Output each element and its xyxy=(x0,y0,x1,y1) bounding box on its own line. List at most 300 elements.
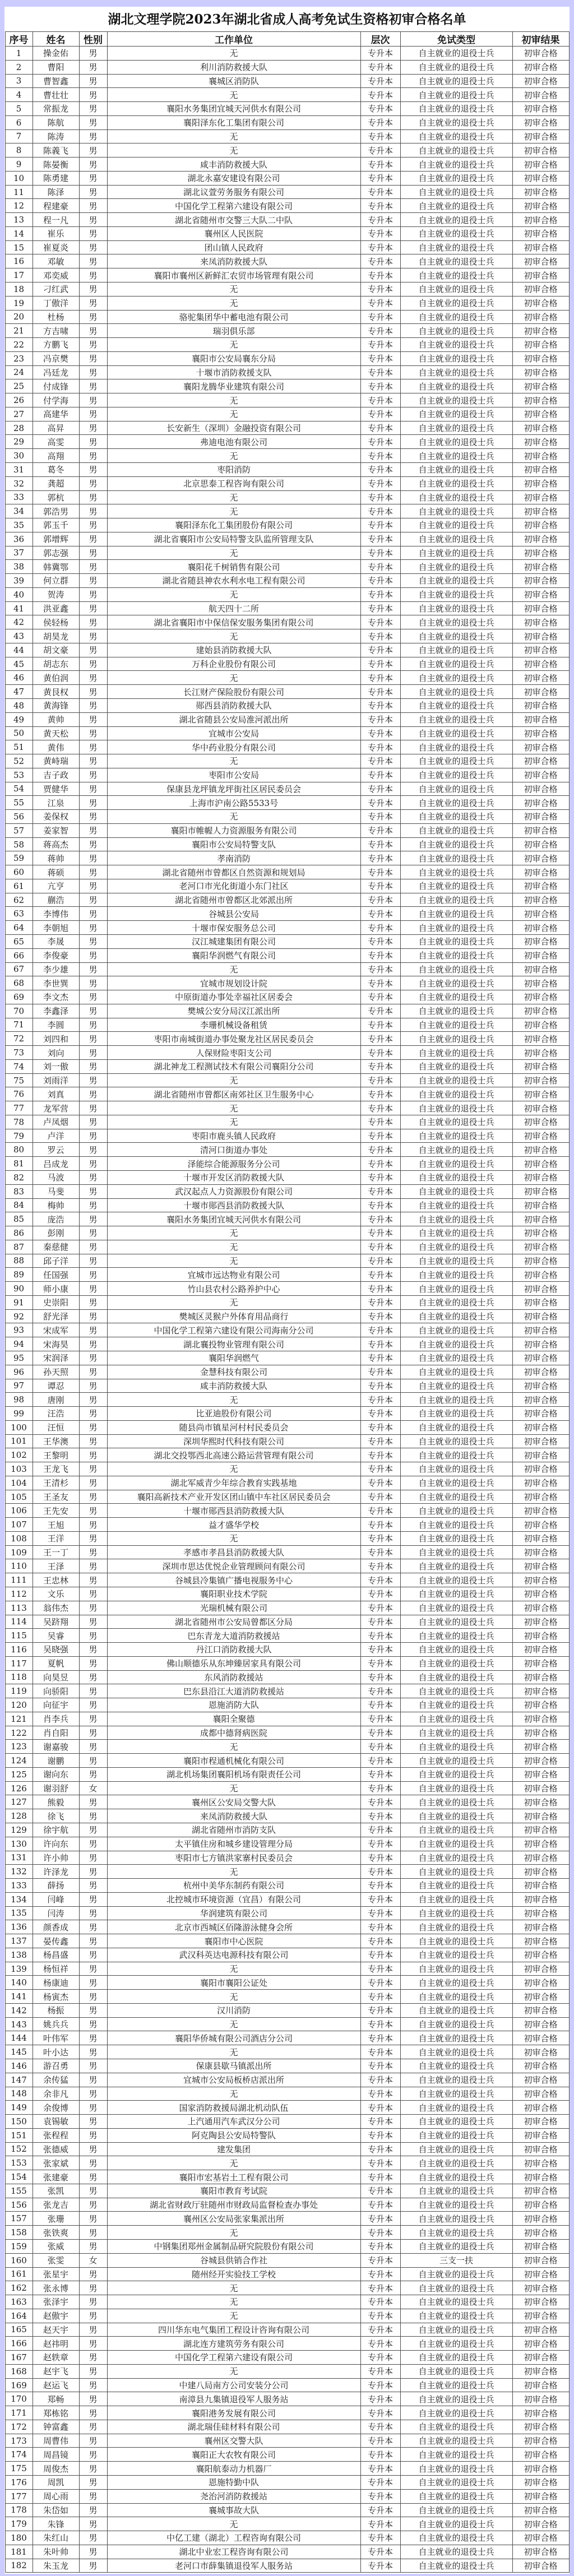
table-row xyxy=(5,1087,569,1101)
cell-name: 薛扬 xyxy=(33,1879,79,1893)
cell-unit: 中原街道办事处幸福社区居委会 xyxy=(107,990,360,1004)
cell-type: 自主就业的退役士兵 xyxy=(400,2364,512,2378)
table-row xyxy=(5,268,569,282)
cell-name: 史崇阳 xyxy=(33,1295,79,1309)
cell-name: 唐刚 xyxy=(33,1393,79,1407)
cell-no: 112 xyxy=(5,1587,33,1601)
cell-level: 专升本 xyxy=(360,726,400,740)
cell-no: 92 xyxy=(5,1309,33,1323)
cell-unit: 益才盛华学校 xyxy=(107,1518,360,1532)
cell-unit: 湖北省襄阳市公安局特警支队监所管理支队 xyxy=(107,532,360,546)
cell-unit: 咸丰消防救援大队 xyxy=(107,157,360,172)
cell-gender: 男 xyxy=(79,129,107,143)
cell-type: 自主就业的退役士兵 xyxy=(400,1629,512,1643)
cell-no: 41 xyxy=(5,601,33,615)
cell-gender: 男 xyxy=(79,421,107,435)
header-level: 层次 xyxy=(360,32,400,47)
cell-result: 初审合格 xyxy=(512,1906,569,1920)
cell-type: 自主就业的退役士兵 xyxy=(400,2073,512,2087)
table-row xyxy=(5,1615,569,1629)
cell-no: 139 xyxy=(5,1962,33,1976)
cell-gender: 男 xyxy=(79,2128,107,2142)
cell-type: 自主就业的退役士兵 xyxy=(400,1879,512,1893)
cell-gender: 男 xyxy=(79,1990,107,2004)
cell-unit: 湖北议萱劳务服务有限公司 xyxy=(107,185,360,199)
table-row xyxy=(5,712,569,726)
table-row xyxy=(5,1129,569,1143)
cell-level: 专升本 xyxy=(360,1920,400,1934)
cell-gender: 男 xyxy=(79,254,107,268)
cell-gender: 男 xyxy=(79,2198,107,2212)
cell-name: 晏传鑫 xyxy=(33,1934,79,1948)
cell-name: 操金佑 xyxy=(33,47,79,61)
cell-result: 初审合格 xyxy=(512,1587,569,1601)
table-row xyxy=(5,685,569,699)
cell-gender: 男 xyxy=(79,2323,107,2337)
table-row xyxy=(5,226,569,240)
table-row xyxy=(5,1767,569,1781)
cell-result: 初审合格 xyxy=(512,1698,569,1712)
cell-name: 周昌镜 xyxy=(33,2448,79,2462)
cell-level: 专升本 xyxy=(360,1865,400,1879)
cell-level: 专升本 xyxy=(360,2115,400,2129)
cell-type: 自主就业的退役士兵 xyxy=(400,782,512,796)
cell-gender: 男 xyxy=(79,2434,107,2448)
table-row xyxy=(5,2115,569,2129)
cell-gender: 男 xyxy=(79,1892,107,1906)
cell-no: 36 xyxy=(5,532,33,546)
cell-unit: 襄阳市襄阳公证处 xyxy=(107,1976,360,1990)
cell-unit: 十堰市消防救援支队 xyxy=(107,365,360,379)
cell-unit: 团山镇人民政府 xyxy=(107,240,360,254)
cell-name: 曹智鑫 xyxy=(33,74,79,88)
cell-unit: 国家消防救援局湖北机动队伍 xyxy=(107,2101,360,2115)
cell-no: 49 xyxy=(5,712,33,726)
cell-name: 刘向 xyxy=(33,1046,79,1060)
cell-result: 初审合格 xyxy=(512,1351,569,1365)
cell-type: 自主就业的退役士兵 xyxy=(400,1171,512,1185)
cell-name: 黄帅 xyxy=(33,712,79,726)
table-row xyxy=(5,754,569,768)
cell-type: 自主就业的退役士兵 xyxy=(400,1407,512,1421)
cell-result: 初审合格 xyxy=(512,518,569,532)
cell-no: 103 xyxy=(5,1462,33,1476)
table-row xyxy=(5,1962,569,1976)
cell-name: 龚超 xyxy=(33,476,79,490)
cell-level: 专升本 xyxy=(360,2031,400,2045)
cell-gender: 男 xyxy=(79,685,107,699)
cell-gender: 男 xyxy=(79,948,107,962)
cell-type: 自主就业的退役士兵 xyxy=(400,1865,512,1879)
table-row xyxy=(5,671,569,685)
cell-name: 吉子政 xyxy=(33,768,79,782)
cell-result: 初审合格 xyxy=(512,2212,569,2226)
cell-name: 张凯 xyxy=(33,2184,79,2198)
cell-name: 高昇 xyxy=(33,421,79,435)
cell-no: 58 xyxy=(5,837,33,851)
cell-name: 袁锡敏 xyxy=(33,2115,79,2129)
cell-name: 赵宇飞 xyxy=(33,2364,79,2378)
cell-unit: 襄阳职业技术学院 xyxy=(107,1587,360,1601)
cell-unit: 保康县龙坪镇龙坪街社区居民委员会 xyxy=(107,782,360,796)
cell-name: 孙天照 xyxy=(33,1365,79,1379)
cell-name: 姜保权 xyxy=(33,810,79,824)
cell-no: 107 xyxy=(5,1518,33,1532)
table-row xyxy=(5,768,569,782)
cell-no: 15 xyxy=(5,240,33,254)
cell-gender: 男 xyxy=(79,74,107,88)
cell-gender: 男 xyxy=(79,2073,107,2087)
cell-level: 专升本 xyxy=(360,1490,400,1504)
cell-result: 初审合格 xyxy=(512,601,569,615)
cell-level: 专升本 xyxy=(360,587,400,601)
cell-name: 方鹏飞 xyxy=(33,338,79,352)
cell-level: 专升本 xyxy=(360,990,400,1004)
cell-name: 黄伯润 xyxy=(33,671,79,685)
cell-level: 专升本 xyxy=(360,740,400,754)
cell-no: 61 xyxy=(5,879,33,893)
cell-level: 专升本 xyxy=(360,2309,400,2323)
cell-type: 自主就业的退役士兵 xyxy=(400,698,512,712)
table-row xyxy=(5,1476,569,1490)
cell-no: 4 xyxy=(5,88,33,102)
cell-level: 专升本 xyxy=(360,226,400,240)
cell-result: 初审合格 xyxy=(512,2281,569,2295)
table-row xyxy=(5,2017,569,2031)
cell-result: 初审合格 xyxy=(512,1407,569,1421)
cell-level: 专升本 xyxy=(360,1393,400,1407)
cell-unit: 随县尚市镇星河村村民委员会 xyxy=(107,1420,360,1434)
cell-name: 郭浩男 xyxy=(33,504,79,518)
cell-result: 初审合格 xyxy=(512,2059,569,2073)
table-row xyxy=(5,2295,569,2309)
table-row xyxy=(5,1046,569,1060)
cell-name: 谢鹏 xyxy=(33,1754,79,1768)
cell-name: 梅帅 xyxy=(33,1198,79,1212)
cell-gender: 男 xyxy=(79,1087,107,1101)
cell-name: 夏帆 xyxy=(33,1656,79,1670)
cell-unit: 襄阳泽东化工集团股份有限公司 xyxy=(107,518,360,532)
cell-gender: 男 xyxy=(79,532,107,546)
table-row xyxy=(5,1934,569,1948)
cell-gender: 男 xyxy=(79,1726,107,1740)
cell-unit: 建发集团 xyxy=(107,2142,360,2156)
cell-level: 专升本 xyxy=(360,2101,400,2115)
cell-name: 冯京樊 xyxy=(33,351,79,365)
cell-result: 初审合格 xyxy=(512,2351,569,2365)
cell-level: 专升本 xyxy=(360,60,400,74)
table-row xyxy=(5,1726,569,1740)
cell-result: 初审合格 xyxy=(512,1781,569,1795)
table-row xyxy=(5,393,569,407)
cell-level: 专升本 xyxy=(360,1573,400,1587)
cell-name: 吴跻翔 xyxy=(33,1615,79,1629)
table-row xyxy=(5,1809,569,1823)
cell-result: 初审合格 xyxy=(512,1920,569,1934)
cell-gender: 男 xyxy=(79,1712,107,1726)
cell-result: 初审合格 xyxy=(512,837,569,851)
cell-type: 自主就业的退役士兵 xyxy=(400,1018,512,1032)
cell-gender: 男 xyxy=(79,393,107,407)
cell-no: 51 xyxy=(5,740,33,754)
cell-name: 宋海昊 xyxy=(33,1337,79,1351)
cell-name: 翁伟杰 xyxy=(33,1601,79,1615)
cell-name: 蒯浩 xyxy=(33,893,79,907)
cell-type: 自主就业的退役士兵 xyxy=(400,851,512,865)
cell-result: 初审合格 xyxy=(512,2142,569,2156)
cell-level: 专升本 xyxy=(360,1420,400,1434)
cell-no: 79 xyxy=(5,1129,33,1143)
cell-no: 28 xyxy=(5,421,33,435)
cell-type: 自主就业的退役士兵 xyxy=(400,102,512,116)
cell-name: 任国强 xyxy=(33,1268,79,1282)
cell-no: 39 xyxy=(5,574,33,588)
cell-result: 初审合格 xyxy=(512,449,569,463)
cell-name: 余俊博 xyxy=(33,2101,79,2115)
cell-level: 专升本 xyxy=(360,2170,400,2184)
cell-level: 专升本 xyxy=(360,2517,400,2531)
table-row xyxy=(5,2420,569,2434)
cell-gender: 男 xyxy=(79,1073,107,1087)
table-row xyxy=(5,2337,569,2351)
cell-unit: 襄阳龙腾华业建筑有限公司 xyxy=(107,379,360,393)
cell-result: 初审合格 xyxy=(512,712,569,726)
cell-type: 自主就业的退役士兵 xyxy=(400,837,512,851)
cell-unit: 无 xyxy=(107,1865,360,1879)
cell-no: 55 xyxy=(5,796,33,810)
cell-name: 余传猛 xyxy=(33,2073,79,2087)
cell-no: 102 xyxy=(5,1448,33,1462)
cell-no: 170 xyxy=(5,2392,33,2406)
cell-level: 专升本 xyxy=(360,782,400,796)
cell-unit: 襄州区公安局张家集派出所 xyxy=(107,2212,360,2226)
cell-unit: 襄阳市公安局特警支队 xyxy=(107,837,360,851)
cell-type: 自主就业的退役士兵 xyxy=(400,1837,512,1851)
table-header-row xyxy=(5,32,569,47)
cell-unit: 湖北省随州市曾都区自然资源和规划局 xyxy=(107,865,360,879)
cell-gender: 男 xyxy=(79,1795,107,1809)
cell-unit: 湖北连方建筑劳务有限公司 xyxy=(107,2337,360,2351)
cell-unit: 北控城市环境资源（宜昌）有限公司 xyxy=(107,1892,360,1906)
cell-type: 自主就业的退役士兵 xyxy=(400,601,512,615)
cell-level: 专升本 xyxy=(360,1726,400,1740)
cell-no: 81 xyxy=(5,1157,33,1171)
cell-unit: 湖北神龙工程测试技术有限公司襄阳分公司 xyxy=(107,1059,360,1073)
cell-no: 32 xyxy=(5,476,33,490)
cell-unit: 十堰市保安服务总公司 xyxy=(107,921,360,935)
cell-gender: 男 xyxy=(79,1587,107,1601)
table-row xyxy=(5,2392,569,2406)
cell-gender: 男 xyxy=(79,698,107,712)
cell-level: 专升本 xyxy=(360,518,400,532)
table-row xyxy=(5,948,569,962)
cell-gender: 男 xyxy=(79,102,107,116)
cell-no: 154 xyxy=(5,2170,33,2184)
cell-level: 专升本 xyxy=(360,129,400,143)
cell-name: 胡文豪 xyxy=(33,643,79,657)
cell-type: 自主就业的退役士兵 xyxy=(400,1073,512,1087)
cell-gender: 男 xyxy=(79,435,107,449)
cell-name: 许小帅 xyxy=(33,1851,79,1865)
cell-unit: 咸丰消防救援大队 xyxy=(107,1379,360,1393)
cell-name: 张星宇 xyxy=(33,2267,79,2281)
cell-no: 162 xyxy=(5,2281,33,2295)
cell-no: 101 xyxy=(5,1434,33,1448)
cell-gender: 男 xyxy=(79,157,107,172)
cell-type: 自主就业的退役士兵 xyxy=(400,1545,512,1559)
cell-gender: 男 xyxy=(79,796,107,810)
cell-unit: 襄阳泽东化工集团有限公司 xyxy=(107,115,360,129)
table-row xyxy=(5,407,569,421)
cell-gender: 男 xyxy=(79,2378,107,2392)
cell-no: 122 xyxy=(5,1726,33,1740)
cell-level: 专升本 xyxy=(360,907,400,921)
table-row xyxy=(5,2059,569,2073)
cell-type: 自主就业的退役士兵 xyxy=(400,1282,512,1296)
cell-level: 专升本 xyxy=(360,1171,400,1185)
cell-unit: 华中药业股分有限公司 xyxy=(107,740,360,754)
cell-unit: 湖北省随县公安局淮河派出所 xyxy=(107,712,360,726)
cell-result: 初审合格 xyxy=(512,2364,569,2378)
cell-no: 82 xyxy=(5,1171,33,1185)
cell-level: 专升本 xyxy=(360,1365,400,1379)
cell-no: 69 xyxy=(5,990,33,1004)
cell-no: 169 xyxy=(5,2378,33,2392)
cell-gender: 男 xyxy=(79,213,107,227)
cell-gender: 男 xyxy=(79,657,107,671)
cell-unit: 巴东县沿江大道消防救援站 xyxy=(107,1684,360,1698)
cell-result: 初审合格 xyxy=(512,587,569,601)
cell-level: 专升本 xyxy=(360,2378,400,2392)
cell-gender: 男 xyxy=(79,2517,107,2531)
cell-gender: 男 xyxy=(79,823,107,837)
cell-no: 11 xyxy=(5,185,33,199)
cell-no: 158 xyxy=(5,2226,33,2240)
cell-name: 李朝旭 xyxy=(33,921,79,935)
cell-type: 自主就业的退役士兵 xyxy=(400,296,512,310)
cell-level: 专升本 xyxy=(360,2545,400,2559)
cell-level: 专升本 xyxy=(360,1212,400,1226)
cell-unit: 阿克陶县公安局特警队 xyxy=(107,2128,360,2142)
cell-level: 专升本 xyxy=(360,976,400,990)
cell-level: 专升本 xyxy=(360,88,400,102)
cell-result: 初审合格 xyxy=(512,2045,569,2059)
cell-name: 刘四和 xyxy=(33,1032,79,1046)
cell-name: 常振龙 xyxy=(33,102,79,116)
cell-result: 初审合格 xyxy=(512,2128,569,2142)
cell-result: 初审合格 xyxy=(512,546,569,560)
cell-type: 自主就业的退役士兵 xyxy=(400,1809,512,1823)
cell-no: 65 xyxy=(5,935,33,949)
table-row xyxy=(5,2128,569,2142)
cell-level: 专升本 xyxy=(360,1629,400,1643)
cell-no: 31 xyxy=(5,462,33,476)
table-row xyxy=(5,1282,569,1296)
cell-gender: 男 xyxy=(79,587,107,601)
cell-unit: 无 xyxy=(107,1295,360,1309)
cell-type: 自主就业的退役士兵 xyxy=(400,1462,512,1476)
cell-name: 黄峙瑞 xyxy=(33,754,79,768)
cell-gender: 男 xyxy=(79,351,107,365)
cell-type: 自主就业的退役士兵 xyxy=(400,2212,512,2226)
cell-gender: 男 xyxy=(79,1184,107,1198)
cell-type: 自主就业的退役士兵 xyxy=(400,2448,512,2462)
cell-type: 自主就业的退役士兵 xyxy=(400,1948,512,1962)
cell-level: 专升本 xyxy=(360,1587,400,1601)
table-row xyxy=(5,296,569,310)
cell-result: 初审合格 xyxy=(512,1101,569,1115)
header-type: 免试类型 xyxy=(400,32,512,47)
cell-unit: 巴东青龙大道消防救援站 xyxy=(107,1629,360,1643)
cell-level: 专升本 xyxy=(360,2281,400,2295)
cell-level: 专升本 xyxy=(360,1476,400,1490)
table-row xyxy=(5,1712,569,1726)
cell-unit: 湖北交投鄂西北高速公路运营管理有限公司 xyxy=(107,1448,360,1462)
cell-type: 自主就业的退役士兵 xyxy=(400,240,512,254)
cell-type: 自主就业的退役士兵 xyxy=(400,1559,512,1573)
cell-no: 37 xyxy=(5,546,33,560)
cell-level: 专升本 xyxy=(360,2337,400,2351)
table-row xyxy=(5,1309,569,1323)
table-row xyxy=(5,365,569,379)
cell-unit: 湖北中业宏工程咨询有限公司 xyxy=(107,2545,360,2559)
cell-result: 初审合格 xyxy=(512,1892,569,1906)
cell-result: 初审合格 xyxy=(512,1643,569,1657)
cell-unit: 十堰市开发区消防救援大队 xyxy=(107,1171,360,1185)
cell-type: 自主就业的退役士兵 xyxy=(400,74,512,88)
cell-unit: 无 xyxy=(107,1531,360,1545)
cell-unit: 无 xyxy=(107,2017,360,2031)
cell-name: 陈勇建 xyxy=(33,171,79,185)
cell-type: 自主就业的退役士兵 xyxy=(400,615,512,629)
cell-no: 48 xyxy=(5,698,33,712)
cell-level: 专升本 xyxy=(360,1504,400,1518)
cell-name: 罗云 xyxy=(33,1143,79,1157)
table-row xyxy=(5,2281,569,2295)
cell-no: 23 xyxy=(5,351,33,365)
table-row xyxy=(5,1073,569,1087)
cell-unit: 骆驼集团华中蓄电池有限公司 xyxy=(107,310,360,324)
cell-level: 专升本 xyxy=(360,1767,400,1781)
cell-gender: 男 xyxy=(79,310,107,324)
cell-gender: 男 xyxy=(79,1129,107,1143)
cell-level: 专升本 xyxy=(360,254,400,268)
cell-gender: 男 xyxy=(79,2017,107,2031)
cell-no: 35 xyxy=(5,518,33,532)
cell-gender: 男 xyxy=(79,1934,107,1948)
cell-name: 李世巽 xyxy=(33,976,79,990)
cell-name: 洪亚鑫 xyxy=(33,601,79,615)
cell-name: 王洋 xyxy=(33,1531,79,1545)
cell-type: 自主就业的退役士兵 xyxy=(400,657,512,671)
cell-result: 初审合格 xyxy=(512,1795,569,1809)
cell-name: 刘真 xyxy=(33,1087,79,1101)
cell-level: 专升本 xyxy=(360,2212,400,2226)
cell-gender: 男 xyxy=(79,1254,107,1268)
cell-unit: 湖北军威青少年综合教育实践基地 xyxy=(107,1476,360,1490)
cell-gender: 男 xyxy=(79,1309,107,1323)
cell-no: 2 xyxy=(5,60,33,74)
cell-unit: 无 xyxy=(107,2045,360,2059)
cell-type: 自主就业的退役士兵 xyxy=(400,879,512,893)
cell-type: 自主就业的退役士兵 xyxy=(400,962,512,976)
cell-gender: 男 xyxy=(79,1767,107,1781)
cell-gender: 男 xyxy=(79,1518,107,1532)
cell-type: 自主就业的退役士兵 xyxy=(400,1795,512,1809)
cell-no: 145 xyxy=(5,2045,33,2059)
cell-unit: 无 xyxy=(107,1240,360,1254)
cell-result: 初审合格 xyxy=(512,226,569,240)
